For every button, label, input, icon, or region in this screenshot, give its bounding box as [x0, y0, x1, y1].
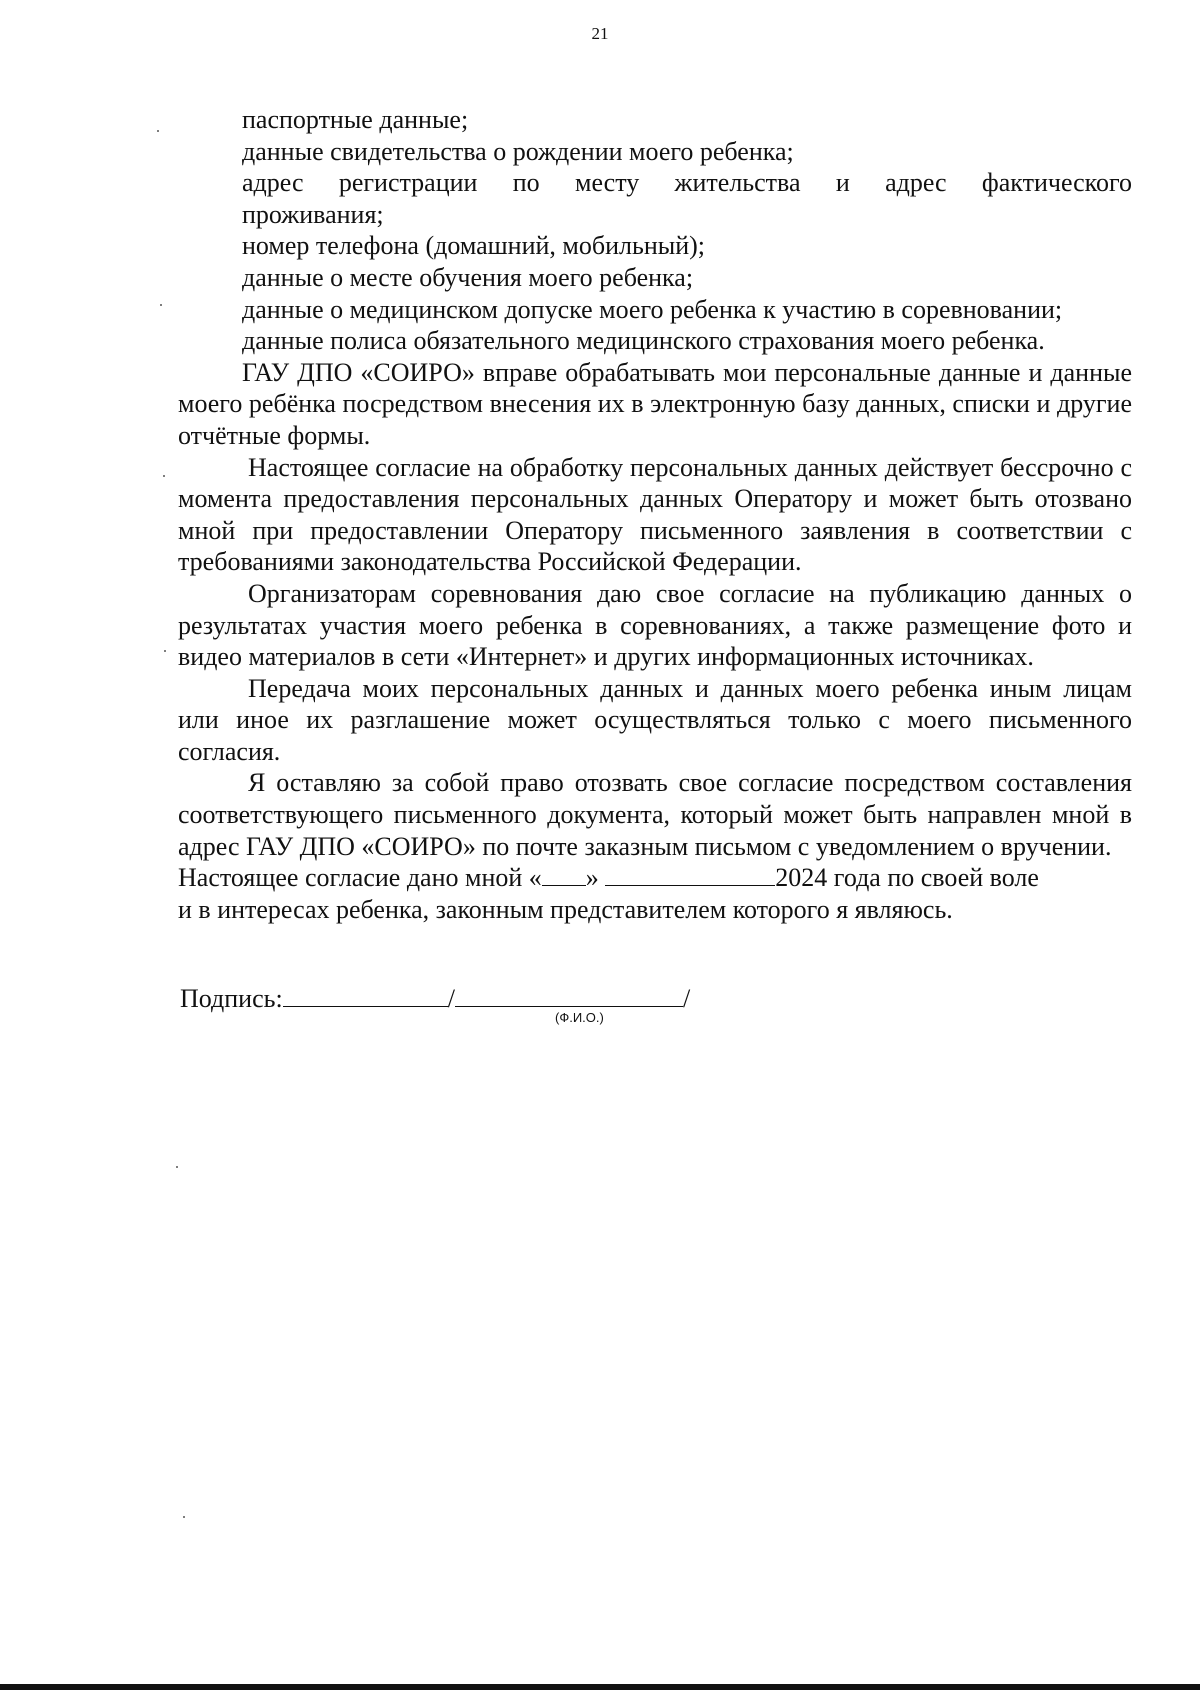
consent-date-line	[178, 862, 1132, 894]
paragraph-data-transfer: Передача моих персональных данных и данных моего ребенка иным лицам или иное их разглашение может осуществляться только с моего письменного согласия.	[178, 673, 1132, 766]
list-item: адрес регистрации по месту жительства и адрес фактического	[242, 168, 1132, 198]
month-blank[interactable]	[605, 863, 775, 886]
signature-separator: /	[447, 984, 455, 1013]
paragraph-consent-duration: Настоящее согласие на обработку персональных данных действует бессрочно с момента предоставления персональных данных Оператору и может быть отозвано мной при предоставлении Оператору письменного заявления в соответствии с требованиями законодательства Российской Федерации.	[178, 452, 1132, 577]
paragraph-withdrawal: Я оставляю за собой право отозвать свое согласие посредством составления соответствующего письменного документа, который может быть направлен мной в адрес ГАУ ДПО «СОИРО» по почте заказным письмом с уведомлением о вручении.	[178, 768, 1132, 861]
consent-date-quote-close: »	[585, 863, 599, 893]
scan-speck	[164, 650, 166, 652]
day-blank[interactable]	[542, 863, 586, 886]
paragraph-operator-rights: ГАУ ДПО «СОИРО» вправе обрабатывать мои персональные данные и данные моего ребёнка посредством внесения их в электронную базу данных, списки и другие отчётные формы.	[178, 357, 1132, 450]
document-body	[178, 104, 1132, 925]
consent-date-year: 2024 года по своей воле	[775, 863, 1039, 893]
scan-speck	[183, 1516, 185, 1518]
paragraph-publication-consent: Организаторам соревнования даю свое согласие на публикацию данных о результатах участия моего ребенка в соревнованиях, а также размещение фото и видео материалов в сети «Интернет» и других информационных источниках.	[178, 578, 1132, 672]
fio-caption: (Ф.И.О.)	[555, 1010, 604, 1025]
consent-date-prefix: Настоящее согласие дано мной «	[178, 863, 542, 893]
signature-blank[interactable]	[283, 982, 448, 1007]
consent-date-continuation: и в интересах ребенка, законным представителем которого я являюсь.	[178, 894, 953, 924]
signature-end-separator: /	[682, 984, 691, 1013]
scan-speck	[163, 475, 165, 477]
list-item: данные свидетельства о рождении моего ребенка;	[242, 136, 794, 166]
list-item: паспортные данные;	[242, 105, 469, 134]
page-number: 21	[591, 24, 609, 43]
signature-label: Подпись:	[180, 984, 283, 1013]
scan-speck	[157, 130, 159, 132]
scan-edge-bar	[0, 1684, 1200, 1690]
signature-row	[180, 982, 690, 1014]
scan-speck	[160, 304, 162, 306]
list-item: данные о медицинском допуске моего ребенка к участию в соревновании;	[242, 294, 1063, 324]
list-item: номер телефона (домашний, мобильный);	[242, 231, 706, 261]
scan-speck	[176, 1166, 178, 1168]
list-item: данные о месте обучения моего ребенка;	[242, 262, 694, 292]
fio-blank[interactable]	[455, 982, 683, 1007]
list-item-continuation: проживания;	[242, 199, 384, 229]
list-item: данные полиса обязательного медицинского страхования моего ребенка.	[242, 326, 1045, 356]
